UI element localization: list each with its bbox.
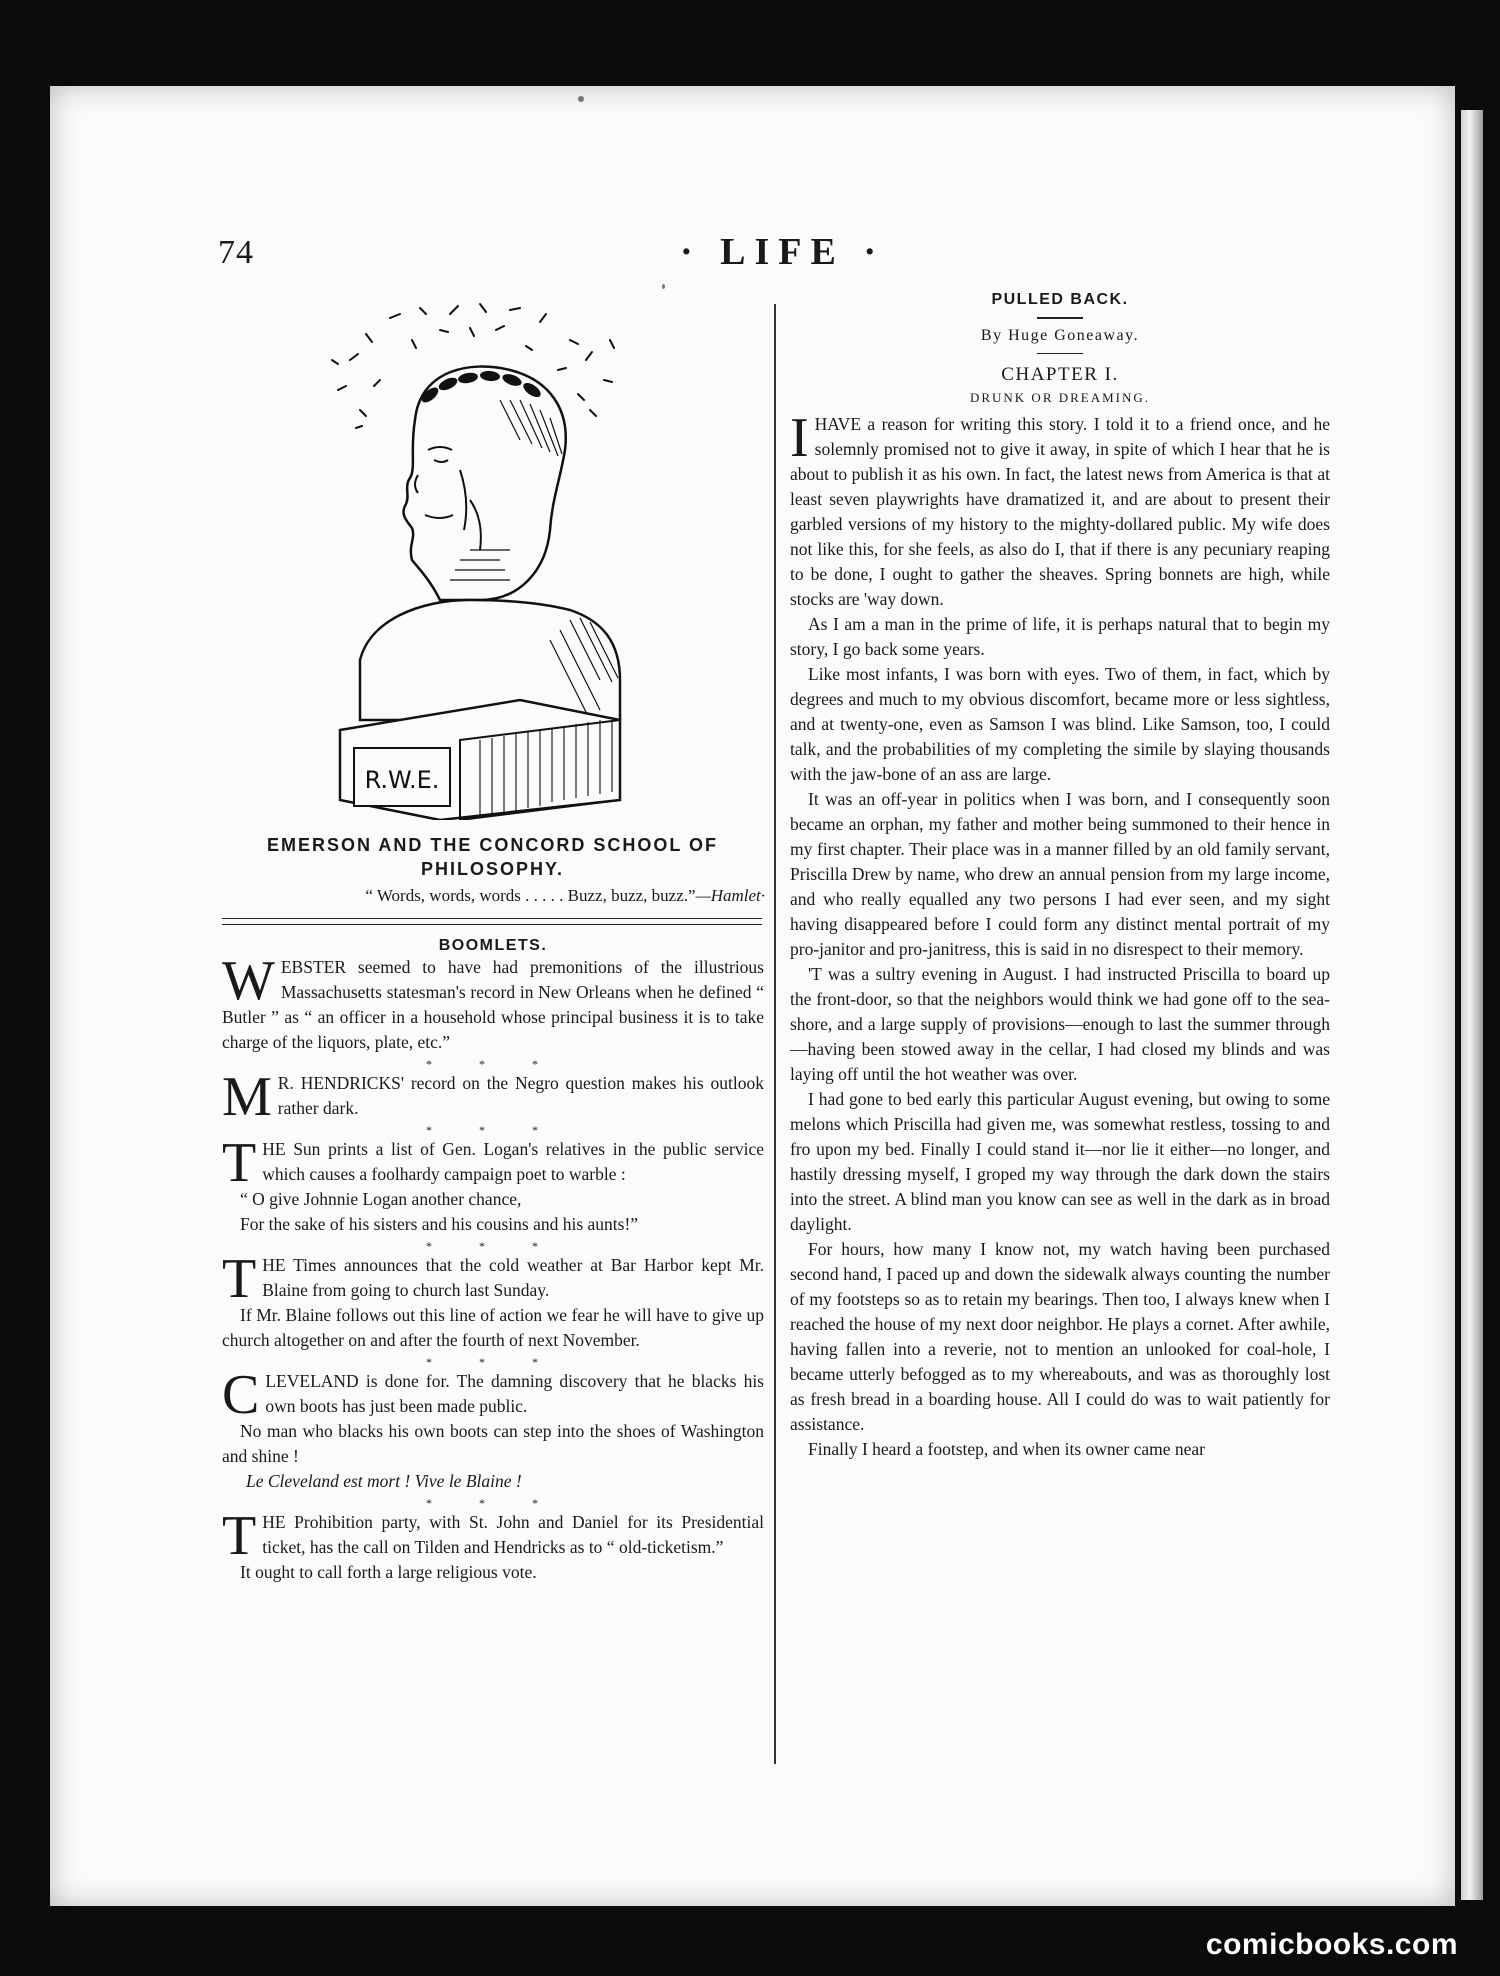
drop-cap: T bbox=[222, 1132, 257, 1194]
boomlets-column bbox=[222, 937, 764, 1585]
facing-page-edge bbox=[1455, 80, 1500, 1910]
column-divider bbox=[774, 304, 776, 1764]
emerson-bust-illustration bbox=[320, 300, 670, 820]
boomlet-text: EBSTER seemed to have had premonitions of the illustrious Massachusetts statesman's record in New Orleans when he defined “ Butler ” as “ an officer in a household whose principal business it is to take charge of the liquors, plate, etc.” bbox=[222, 957, 764, 1052]
page-number: 74 bbox=[218, 234, 254, 271]
cartoon-caption-quote bbox=[220, 886, 765, 906]
story-column bbox=[790, 291, 1330, 1462]
boomlets-title: BOOMLETS. bbox=[438, 937, 548, 954]
boomlet-motto: Le Cleveland est mort ! Vive le Blaine ! bbox=[246, 1471, 522, 1491]
caption-quote-source: —Hamlet· bbox=[695, 886, 765, 905]
scan-speck bbox=[578, 96, 584, 102]
boomlet-item bbox=[222, 1132, 764, 1194]
story-byline: By Huge Goneaway. bbox=[980, 326, 1140, 344]
story-paragraph: I had gone to bed early this particular August evening, but owing to some melons which Priscilla had given me, was somewhat restless, tossing to and fro upon my bed. Finally I could stand it—nor lie it either—no longer, and hastily dressing myself, I groped my way through the dark down the stairs into the street. A blind man you know can see as well in the dark as in broad daylight. bbox=[790, 1089, 1330, 1234]
boomlet-item bbox=[222, 1248, 764, 1310]
chapter-subheading: DRUNK OR DREAMING. bbox=[969, 390, 1151, 405]
boomlet-item bbox=[222, 1066, 764, 1128]
drop-cap: I bbox=[790, 407, 809, 469]
cartoon-caption-title: EMERSON AND THE CONCORD SCHOOL OF PHILOSOPHY. bbox=[266, 835, 718, 879]
boomlet-item bbox=[222, 1505, 764, 1567]
verse-line: For the sake of his sisters and his cousins and his aunts!” bbox=[240, 1214, 639, 1234]
double-rule bbox=[222, 918, 762, 925]
masthead: · LIFE · bbox=[680, 231, 886, 273]
story-paragraph: As I am a man in the prime of life, it is perhaps natural that to begin my story, I go back some years. bbox=[790, 614, 1330, 659]
drop-cap: W bbox=[222, 950, 275, 1012]
story-paragraph: Like most infants, I was born with eyes. Two of them, in fact, which by degrees and much to my obvious discomfort, became more or less sightless, and at twenty-one, even as Samson I was blind. Like Samson, too, I could talk, and the probabilities of my completing the simile by slaying thousands with the jaw-bone of an ass are large. bbox=[790, 664, 1330, 784]
story-title: PULLED BACK. bbox=[991, 291, 1129, 308]
caption-quote-text: “ Words, words, words . . . . . Buzz, buzz, buzz.” bbox=[365, 886, 696, 905]
verse-line: “ O give Johnnie Logan another chance, bbox=[240, 1189, 522, 1209]
short-rule bbox=[1037, 353, 1083, 355]
source-watermark: comicbooks.com bbox=[1205, 1928, 1458, 1961]
boomlet-item bbox=[222, 1364, 764, 1426]
scan-speck bbox=[662, 284, 665, 289]
boomlet-text: It ought to call forth a large religious vote. bbox=[240, 1562, 537, 1582]
plinth-label: R.W.E. bbox=[364, 766, 440, 794]
drop-cap: M bbox=[222, 1066, 272, 1128]
facing-page-sliver bbox=[1461, 110, 1483, 1900]
boomlet-text: HE Sun prints a list of Gen. Logan's relatives in the public service which causes a foolhardy campaign poet to warble : bbox=[262, 1139, 764, 1184]
boomlet-text: HE Times announces that the cold weather at Bar Harbor kept Mr. Blaine from going to church last Sunday. bbox=[262, 1255, 764, 1300]
boomlet-text: R. HENDRICKS' record on the Negro question makes his outlook rather dark. bbox=[277, 1073, 764, 1118]
star-separator: * * * bbox=[426, 1057, 560, 1071]
boomlet-text: HE Prohibition party, with St. John and Daniel for its Presidential ticket, has the call on Tilden and Hendricks as to “ old-ticketism.” bbox=[262, 1512, 764, 1557]
drop-cap: T bbox=[222, 1248, 257, 1310]
story-paragraph: It was an off-year in politics when I was born, and I consequently soon became an orphan, my father and mother being summoned to their hence in my first chapter. Their place was in a manner filled by an old family servant, Priscilla Drew by name, who drew an annual pension from my large income, and who really equalled any two persons I had ever seen, and my sight having disappeared before I could form any distinct mental portrait of my pro-janitor and pro-janitress, this is said in no disrespect to their memory. bbox=[790, 789, 1330, 959]
story-paragraph: 'T was a sultry evening in August. I had instructed Priscilla to board up the front-door, so that the neighbors would think we had gone off to the sea-shore, and a large supply of provisions—enough to last the summer through—having been stowed away in the cellar, I had closed my blinds and was laying off until the hot weather was over. bbox=[790, 964, 1330, 1084]
boomlet-text: LEVELAND is done for. The damning discovery that he blacks his own boots has just been made public. bbox=[265, 1371, 764, 1416]
drop-cap: C bbox=[222, 1364, 260, 1426]
star-separator: * * * bbox=[426, 1239, 560, 1253]
boomlet-text: If Mr. Blaine follows out this line of action we fear he will have to give up church altogether on and after the fourth of next November. bbox=[222, 1305, 764, 1350]
story-paragraph: For hours, how many I know not, my watch having been purchased second hand, I paced up and down the sidewalk always counting the number of my footsteps so as to retain my bearings. Then too, I always knew when I reached the house of my next door neighbor. He plays a cornet. After awhile, having fallen into a reverie, not to mention an unlooked for coal-hole, I became utterly befogged as to my whereabouts, and was as thoroughly lost as fresh bread in a boarding house. All I could do was to wait patiently for assistance. bbox=[790, 1239, 1330, 1434]
star-separator: * * * bbox=[426, 1123, 560, 1137]
star-separator: * * * bbox=[426, 1355, 560, 1369]
boomlet-text: No man who blacks his own boots can step into the shoes of Washington and shine ! bbox=[222, 1421, 764, 1466]
story-text: HAVE a reason for writing this story. I told it to a friend once, and he solemnly promised not to give it away, in spite of which I hear that he is about to publish it as his own. In fact, the latest news from America is that at least seven playwrights have dramatized it, and are about to present their garbled versions of my history to the mighty-dollared public. My wife does not like this, for she feels, as also do I, that if there is any pecuniary reaping to be done, I ought to gather the sheaves. Spring bonnets are high, while stocks are 'way down. bbox=[790, 414, 1330, 609]
story-paragraph bbox=[790, 407, 1330, 612]
drop-cap: T bbox=[222, 1505, 257, 1567]
chapter-heading: CHAPTER I. bbox=[1001, 364, 1119, 385]
boomlet-item bbox=[222, 950, 764, 1055]
story-paragraph: Finally I heard a footstep, and when its owner came near bbox=[808, 1439, 1206, 1459]
star-separator: * * * bbox=[426, 1496, 560, 1510]
short-rule bbox=[1037, 317, 1083, 319]
